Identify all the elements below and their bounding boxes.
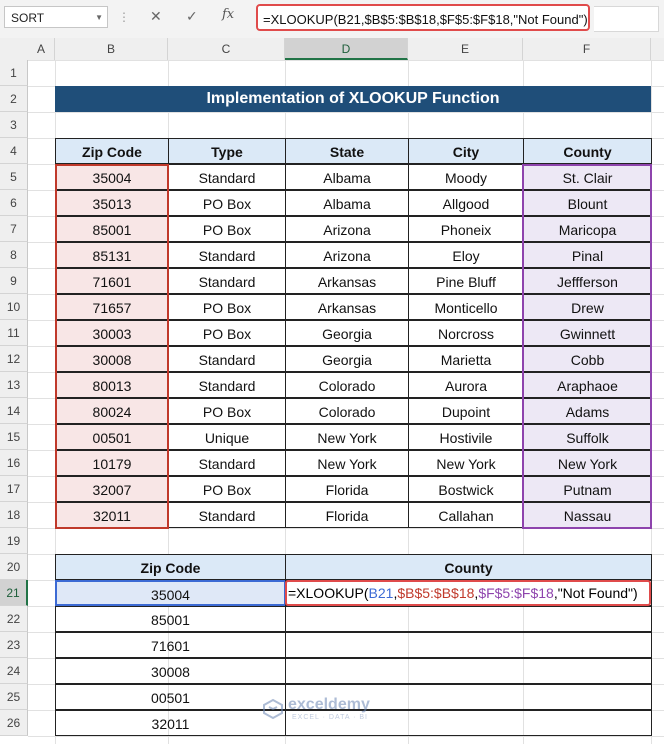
cell-city[interactable]: Aurora	[408, 372, 524, 398]
row-header[interactable]: 18	[0, 502, 28, 528]
row-header[interactable]: 16	[0, 450, 28, 476]
formula-comma: ,	[474, 585, 479, 601]
cell-type[interactable]: Standard	[168, 372, 286, 398]
cell-city[interactable]: Dupoint	[408, 398, 524, 424]
cell-county[interactable]: Drew	[523, 294, 652, 320]
cell-type[interactable]: PO Box	[168, 294, 286, 320]
row-header[interactable]: 3	[0, 112, 28, 138]
grid-row-line	[28, 60, 664, 61]
cell-zip-code[interactable]: 80024	[55, 398, 169, 424]
formula-ref-county-range: $F$5:$F$18	[478, 585, 554, 601]
row-header[interactable]: 22	[0, 606, 28, 632]
row-header[interactable]: 9	[0, 268, 28, 294]
zip-range-highlight	[55, 164, 169, 529]
header-state[interactable]: State	[285, 138, 409, 164]
cell-type[interactable]: Standard	[168, 450, 286, 476]
cell-state[interactable]: Georgia	[285, 320, 409, 346]
lookup-zip-cell[interactable]: 32011	[55, 710, 286, 736]
row-header[interactable]: 20	[0, 554, 28, 580]
cell-state[interactable]: Colorado	[285, 372, 409, 398]
column-header-f[interactable]: F	[523, 38, 651, 60]
cell-county[interactable]: Nassau	[523, 502, 652, 528]
page-title: Implementation of XLOOKUP Function	[55, 86, 651, 112]
row-header[interactable]: 19	[0, 528, 28, 554]
cell-type[interactable]: PO Box	[168, 476, 286, 502]
column-header-row	[0, 38, 664, 61]
more-options-icon[interactable]: ⋮	[118, 10, 131, 24]
lookup-zip-cell[interactable]: 00501	[55, 684, 286, 710]
row-header[interactable]: 24	[0, 658, 28, 684]
formula-func: =XLOOKUP(	[288, 585, 369, 601]
cell-zip-code[interactable]: 85001	[55, 216, 169, 242]
row-header[interactable]: 2	[0, 86, 28, 112]
cell-city[interactable]: Marietta	[408, 346, 524, 372]
insert-function-icon[interactable]: fx	[222, 7, 235, 22]
formula-tail: ,"Not Found")	[553, 585, 638, 601]
row-header[interactable]: 13	[0, 372, 28, 398]
cell-county[interactable]: Suffolk	[523, 424, 652, 450]
lookup-zip-cell[interactable]: 35004	[55, 580, 286, 606]
cell-county[interactable]: Adams	[523, 398, 652, 424]
formula-ref-lookup: B21	[368, 585, 394, 601]
lookup-zip-cell[interactable]: 71601	[55, 632, 286, 658]
cell-city[interactable]: Allgood	[408, 190, 524, 216]
row-header[interactable]: 6	[0, 190, 28, 216]
cell-state[interactable]: New York	[285, 450, 409, 476]
row-header[interactable]: 5	[0, 164, 28, 190]
cell-county[interactable]: Pinal	[523, 242, 652, 268]
cell-state[interactable]: Albama	[285, 164, 409, 190]
header-county[interactable]: County	[523, 138, 652, 164]
lookup-zip-cell[interactable]: 85001	[55, 606, 286, 632]
cell-zip-code[interactable]: 35013	[55, 190, 169, 216]
cell-city[interactable]: New York	[408, 450, 524, 476]
cell-county[interactable]: Araphaoe	[523, 372, 652, 398]
cell-state[interactable]: Arkansas	[285, 268, 409, 294]
cell-zip-code[interactable]: 30008	[55, 346, 169, 372]
lookup-county-cell[interactable]	[285, 632, 652, 658]
formula-ref-zip-range: $B$5:$B$18	[397, 585, 475, 601]
grid-row-line	[28, 112, 664, 113]
cell-county[interactable]: Gwinnett	[523, 320, 652, 346]
cell-county[interactable]: New York	[523, 450, 652, 476]
formula-bar[interactable]	[256, 4, 590, 31]
cell-state[interactable]: Arizona	[285, 242, 409, 268]
cell-zip-code[interactable]: 32011	[55, 502, 169, 528]
exceldemy-watermark	[262, 694, 412, 726]
cell-state[interactable]: Arizona	[285, 216, 409, 242]
lookup-county-cell[interactable]	[285, 658, 652, 684]
row-header[interactable]: 11	[0, 320, 28, 346]
column-header-b[interactable]: B	[55, 38, 168, 60]
cancel-icon[interactable]: ✕	[150, 8, 162, 24]
cell-county[interactable]: Cobb	[523, 346, 652, 372]
cell-zip-code[interactable]: 71657	[55, 294, 169, 320]
lookup-zip-cell[interactable]: 30008	[55, 658, 286, 684]
cell-county[interactable]: St. Clair	[523, 164, 652, 190]
cell-type[interactable]: Standard	[168, 502, 286, 528]
cell-zip-code[interactable]: 35004	[55, 164, 169, 190]
row-header[interactable]: 17	[0, 476, 28, 502]
cell-city[interactable]: Pine Bluff	[408, 268, 524, 294]
row-header[interactable]: 23	[0, 632, 28, 658]
column-header-a[interactable]: A	[28, 38, 55, 60]
cell-type[interactable]: Standard	[168, 346, 286, 372]
lookup-header-county[interactable]: County	[285, 554, 652, 580]
exceldemy-logo-icon	[262, 698, 284, 720]
cell-state[interactable]: Florida	[285, 476, 409, 502]
cell-state[interactable]: Colorado	[285, 398, 409, 424]
name-box-value: SORT	[11, 11, 45, 25]
cell-zip-code[interactable]: 00501	[55, 424, 169, 450]
cell-zip-code[interactable]: 80013	[55, 372, 169, 398]
cell-city[interactable]: Phoneix	[408, 216, 524, 242]
cell-state[interactable]: Florida	[285, 502, 409, 528]
row-header[interactable]: 26	[0, 710, 28, 736]
cell-county[interactable]: Jeffferson	[523, 268, 652, 294]
formula-toolbar	[0, 0, 664, 39]
row-header[interactable]: 15	[0, 424, 28, 450]
cell-zip-code[interactable]: 30003	[55, 320, 169, 346]
row-header[interactable]: 4	[0, 138, 28, 164]
cell-type[interactable]: PO Box	[168, 320, 286, 346]
cell-county[interactable]: Maricopa	[523, 216, 652, 242]
column-header-e[interactable]: E	[408, 38, 523, 60]
cell-city[interactable]: Bostwick	[408, 476, 524, 502]
cell-city[interactable]: Norcross	[408, 320, 524, 346]
formula-bar-extension[interactable]	[594, 6, 659, 32]
cell-county[interactable]: Blount	[523, 190, 652, 216]
cell-type[interactable]: Standard	[168, 242, 286, 268]
formula-comma: ,	[393, 585, 398, 601]
cell-county[interactable]: Putnam	[523, 476, 652, 502]
cell-city[interactable]: Moody	[408, 164, 524, 190]
cell-city[interactable]: Hostivile	[408, 424, 524, 450]
cell-zip-code[interactable]: 71601	[55, 268, 169, 294]
header-type[interactable]: Type	[168, 138, 286, 164]
cell-state[interactable]: Arkansas	[285, 294, 409, 320]
row-header[interactable]: 12	[0, 346, 28, 372]
cell-state[interactable]: Albama	[285, 190, 409, 216]
cell-city[interactable]: Monticello	[408, 294, 524, 320]
cell-state[interactable]: Georgia	[285, 346, 409, 372]
cell-type[interactable]: PO Box	[168, 398, 286, 424]
cell-type[interactable]: PO Box	[168, 216, 286, 242]
cell-city[interactable]: Eloy	[408, 242, 524, 268]
row-header[interactable]: 7	[0, 216, 28, 242]
lookup-header-zip-code[interactable]: Zip Code	[55, 554, 286, 580]
cell-state[interactable]: New York	[285, 424, 409, 450]
row-header-selected[interactable]: 21	[0, 580, 28, 606]
lookup-county-cell[interactable]	[285, 606, 652, 632]
grid-row-line	[28, 736, 664, 737]
row-header[interactable]: 8	[0, 242, 28, 268]
cell-zip-code[interactable]: 85131	[55, 242, 169, 268]
column-header-c[interactable]: C	[168, 38, 285, 60]
row-header[interactable]: 10	[0, 294, 28, 320]
watermark-name: exceldemy	[288, 696, 370, 713]
row-header[interactable]: 1	[0, 60, 28, 86]
cell-zip-code[interactable]: 32007	[55, 476, 169, 502]
watermark-tagline: EXCEL · DATA · BI	[292, 714, 368, 721]
chevron-down-icon[interactable]: ▼	[95, 13, 103, 22]
cell-type[interactable]: PO Box	[168, 190, 286, 216]
column-header-d[interactable]: D	[285, 38, 408, 60]
cell-type[interactable]: Unique	[168, 424, 286, 450]
row-header[interactable]: 14	[0, 398, 28, 424]
name-box[interactable]	[4, 6, 108, 28]
header-city[interactable]: City	[408, 138, 524, 164]
header-zip-code[interactable]: Zip Code	[55, 138, 169, 164]
cell-type[interactable]: Standard	[168, 164, 286, 190]
cell-city[interactable]: Callahan	[408, 502, 524, 528]
cell-type[interactable]: Standard	[168, 268, 286, 294]
formula-cell-editing[interactable]	[285, 580, 651, 606]
formula-bar-text: =XLOOKUP(B21,$B$5:$B$18,$F$5:$F$18,"Not Found")	[263, 12, 588, 27]
cell-zip-code[interactable]: 10179	[55, 450, 169, 476]
county-range-highlight	[522, 164, 652, 529]
row-header[interactable]: 25	[0, 684, 28, 710]
confirm-icon[interactable]: ✓	[186, 8, 198, 24]
